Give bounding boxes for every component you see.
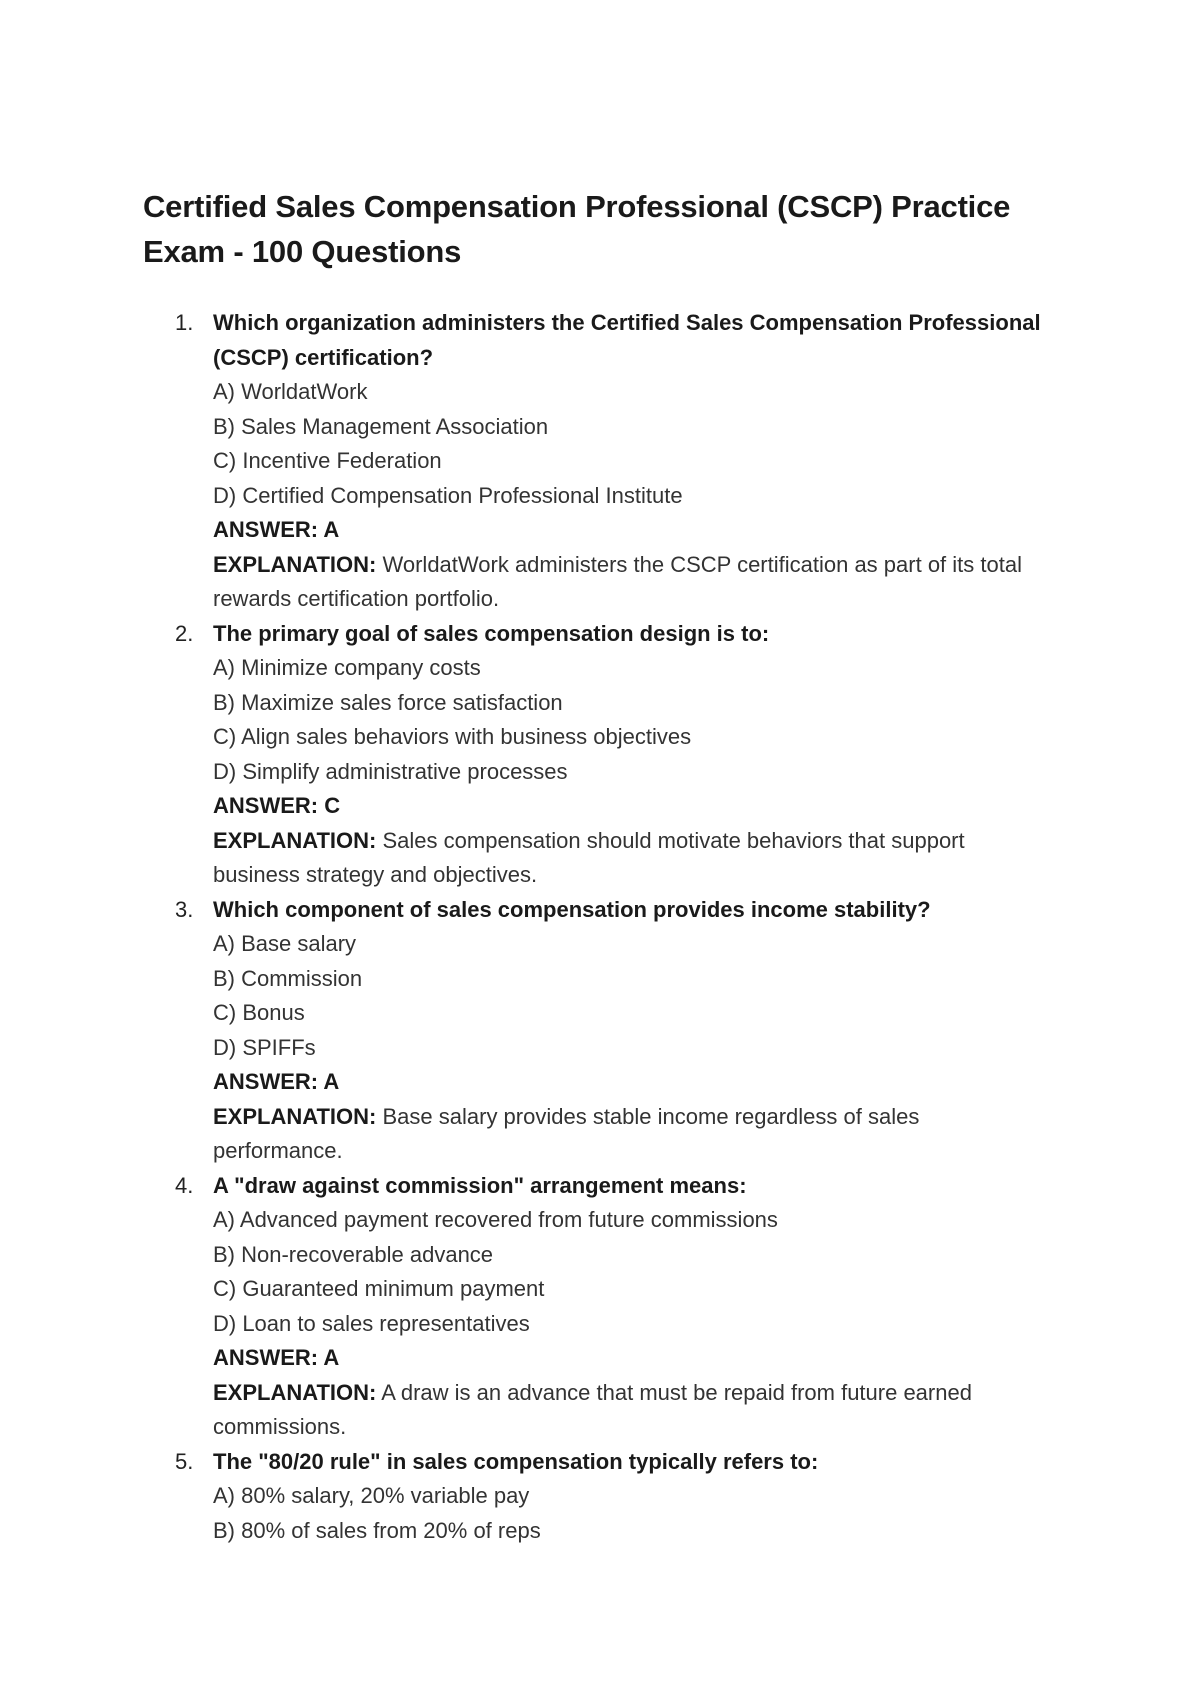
option-c: C) Incentive Federation xyxy=(213,448,442,473)
question-number: 5. xyxy=(175,1448,194,1474)
question-1 xyxy=(143,306,1043,617)
option-a: A) WorldatWork xyxy=(213,379,368,404)
answer-line xyxy=(213,789,1043,824)
explanation-text: WorldatWork administers the CSCP certification as part of its total rewards certification portfolio. xyxy=(213,551,1022,611)
explanation xyxy=(213,548,1043,617)
explanation xyxy=(213,1376,1043,1445)
explanation-label: EXPLANATION: xyxy=(213,827,377,853)
document-page xyxy=(143,184,1043,1548)
question-text: The primary goal of sales compensation design is to: xyxy=(213,620,770,646)
explanation-label: EXPLANATION: xyxy=(213,1103,377,1129)
option-b: B) Non-recoverable advance xyxy=(213,1241,494,1267)
option-b: B) Sales Management Association xyxy=(213,413,549,439)
answer-line xyxy=(213,513,1043,548)
answer-label: ANSWER: xyxy=(213,517,319,542)
option-d: D) Certified Compensation Professional Institute xyxy=(213,482,683,508)
question-text: A "draw against commission" arrangement means: xyxy=(213,1172,747,1198)
answer-label: ANSWER: xyxy=(213,793,319,818)
question-5 xyxy=(143,1445,1043,1549)
answer-line xyxy=(213,1341,1043,1376)
option-a: A) Advanced payment recovered from future commissions xyxy=(213,1207,778,1232)
question-text: The "80/20 rule" in sales compensation typically refers to: xyxy=(213,1448,819,1474)
option-c: C) Guaranteed minimum payment xyxy=(213,1276,545,1301)
answer-label: ANSWER: xyxy=(213,1345,319,1370)
question-2 xyxy=(143,617,1043,893)
document-title: Certified Sales Compensation Professional (CSCP) Practice Exam - 100 Questions xyxy=(143,189,1011,269)
option-b: B) Commission xyxy=(213,965,363,991)
option-b: B) 80% of sales from 20% of reps xyxy=(213,1517,541,1543)
option-d: D) SPIFFs xyxy=(213,1034,316,1060)
answer-value: C xyxy=(324,793,341,818)
question-text: Which component of sales compensation provides income stability? xyxy=(213,896,931,922)
option-c: C) Bonus xyxy=(213,1000,305,1025)
question-list xyxy=(143,306,1043,1548)
question-number: 1. xyxy=(175,310,194,335)
question-3 xyxy=(143,893,1043,1169)
explanation-label: EXPLANATION: xyxy=(213,1379,377,1405)
question-number: 4. xyxy=(175,1172,194,1198)
explanation-label: EXPLANATION: xyxy=(213,551,377,577)
question-number: 3. xyxy=(175,896,194,922)
option-a: A) Base salary xyxy=(213,931,357,956)
option-d: D) Loan to sales representatives xyxy=(213,1310,530,1336)
answer-value: A xyxy=(323,1345,340,1370)
explanation xyxy=(213,824,1043,893)
option-d: D) Simplify administrative processes xyxy=(213,758,568,784)
explanation-text: A draw is an advance that must be repaid from future earned commissions. xyxy=(213,1379,972,1439)
question-4 xyxy=(143,1169,1043,1445)
explanation-text: Base salary provides stable income regardless of sales performance. xyxy=(213,1103,920,1163)
option-b: B) Maximize sales force satisfaction xyxy=(213,689,563,715)
option-a: A) Minimize company costs xyxy=(213,655,481,680)
answer-line xyxy=(213,1065,1043,1100)
explanation-text: Sales compensation should motivate behaviors that support business strategy and objectives. xyxy=(213,827,965,887)
explanation xyxy=(213,1100,1043,1169)
answer-value: A xyxy=(323,517,340,542)
option-c: C) Align sales behaviors with business objectives xyxy=(213,724,692,749)
question-text: Which organization administers the Certified Sales Compensation Professional (CSCP) certification? xyxy=(213,310,1041,370)
question-number: 2. xyxy=(175,620,194,646)
answer-label: ANSWER: xyxy=(213,1069,319,1094)
answer-value: A xyxy=(323,1069,340,1094)
option-a: A) 80% salary, 20% variable pay xyxy=(213,1483,530,1508)
